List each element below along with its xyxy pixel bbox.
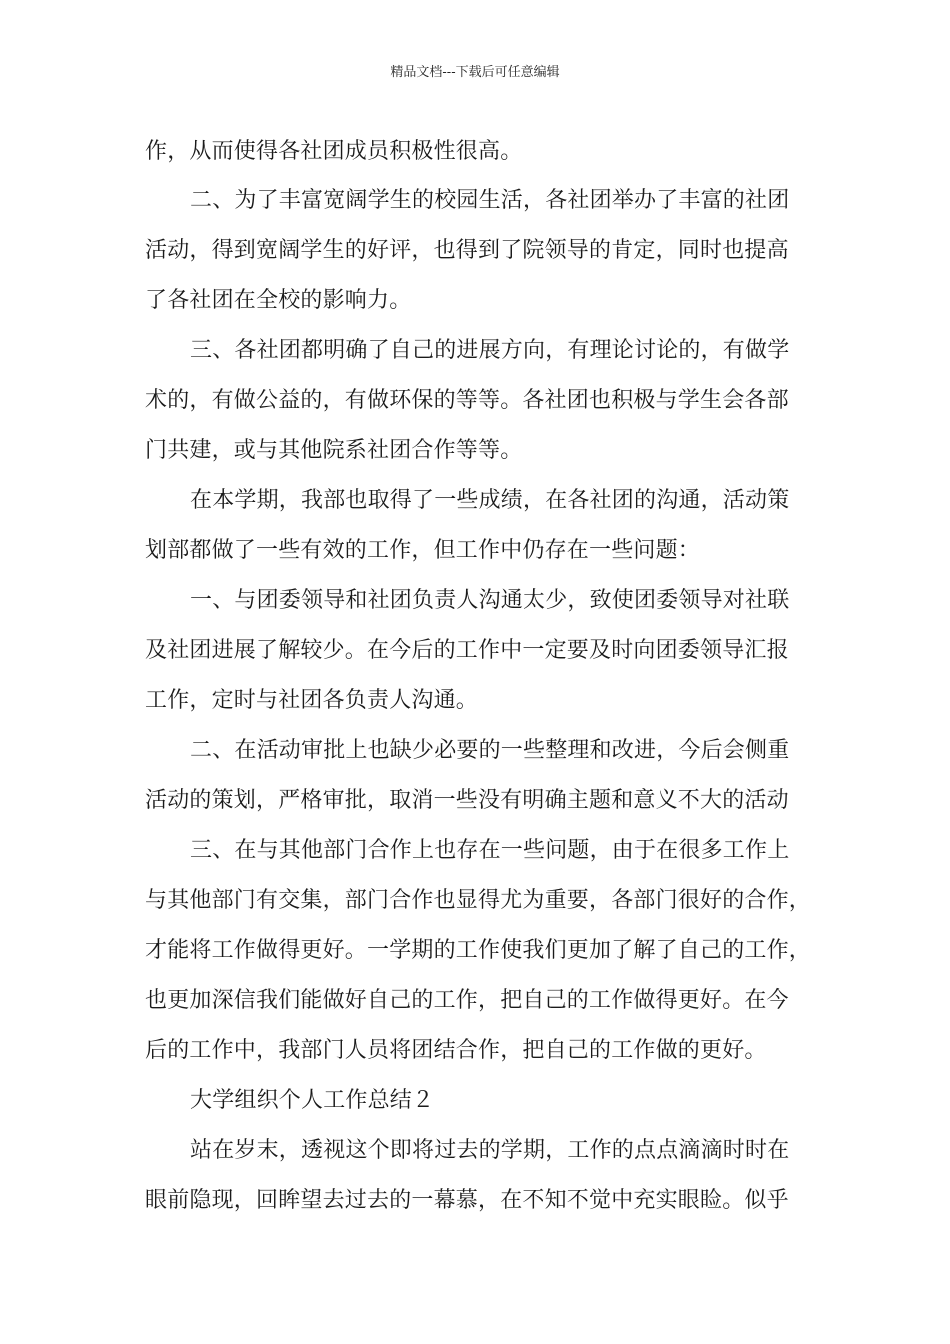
body-line: 门共建，或与其他院系社团合作等等。 [145, 438, 523, 463]
body-line: 在本学期，我部也取得了一些成绩，在各社团的沟通，活动策 [190, 488, 790, 513]
body-line: 工作，定时与社团各负责人沟通。 [145, 688, 479, 713]
body-line: 一、与团委领导和社团负责人沟通太少，致使团委领导对社联 [190, 588, 790, 613]
body-line: 活动的策划，严格审批，取消一些没有明确主题和意义不大的活动 [145, 788, 789, 813]
body-line: 三、在与其他部门合作上也存在一些问题，由于在很多工作上 [190, 838, 790, 863]
body-line: 活动，得到宽阔学生的好评，也得到了院领导的肯定，同时也提高 [145, 238, 789, 263]
body-line: 与其他部门有交集，部门合作也显得尤为重要，各部门很好的合作， [145, 888, 812, 913]
body-line: 划部都做了一些有效的工作，但工作中仍存在一些问题： [145, 538, 701, 563]
body-line: 才能将工作做得更好。一学期的工作使我们更加了解了自己的工作， [145, 938, 812, 963]
body-line: 三、各社团都明确了自己的进展方向，有理论讨论的，有做学 [190, 338, 790, 363]
body-line: 术的，有做公益的，有做环保的等等。各社团也积极与学生会各部 [145, 388, 789, 413]
body-line: 二、为了丰富宽阔学生的校园生活，各社团举办了丰富的社团 [190, 188, 790, 213]
body-line: 眼前隐现，回眸望去过去的一幕慕，在不知不觉中充实眼睑。似乎 [145, 1188, 789, 1213]
section-heading: 大学组织个人工作总结２ [190, 1088, 435, 1113]
body-line: 站在岁末，透视这个即将过去的学期，工作的点点滴滴时时在 [190, 1138, 790, 1163]
body-line: 了各社团在全校的影响力。 [145, 288, 412, 313]
page-header: 精品文档---下载后可任意编辑 [390, 65, 560, 80]
body-line: 及社团进展了解较少。在今后的工作中一定要及时向团委领导汇报 [145, 638, 789, 663]
body-line: 作，从而使得各社团成员积极性很高。 [145, 139, 523, 164]
body-line: 二、在活动审批上也缺少必要的一些整理和改进，今后会侧重 [190, 738, 790, 763]
body-line: 也更加深信我们能做好自己的工作，把自己的工作做得更好。在今 [145, 988, 789, 1013]
body-line: 后的工作中，我部门人员将团结合作，把自己的工作做的更好。 [145, 1038, 767, 1063]
